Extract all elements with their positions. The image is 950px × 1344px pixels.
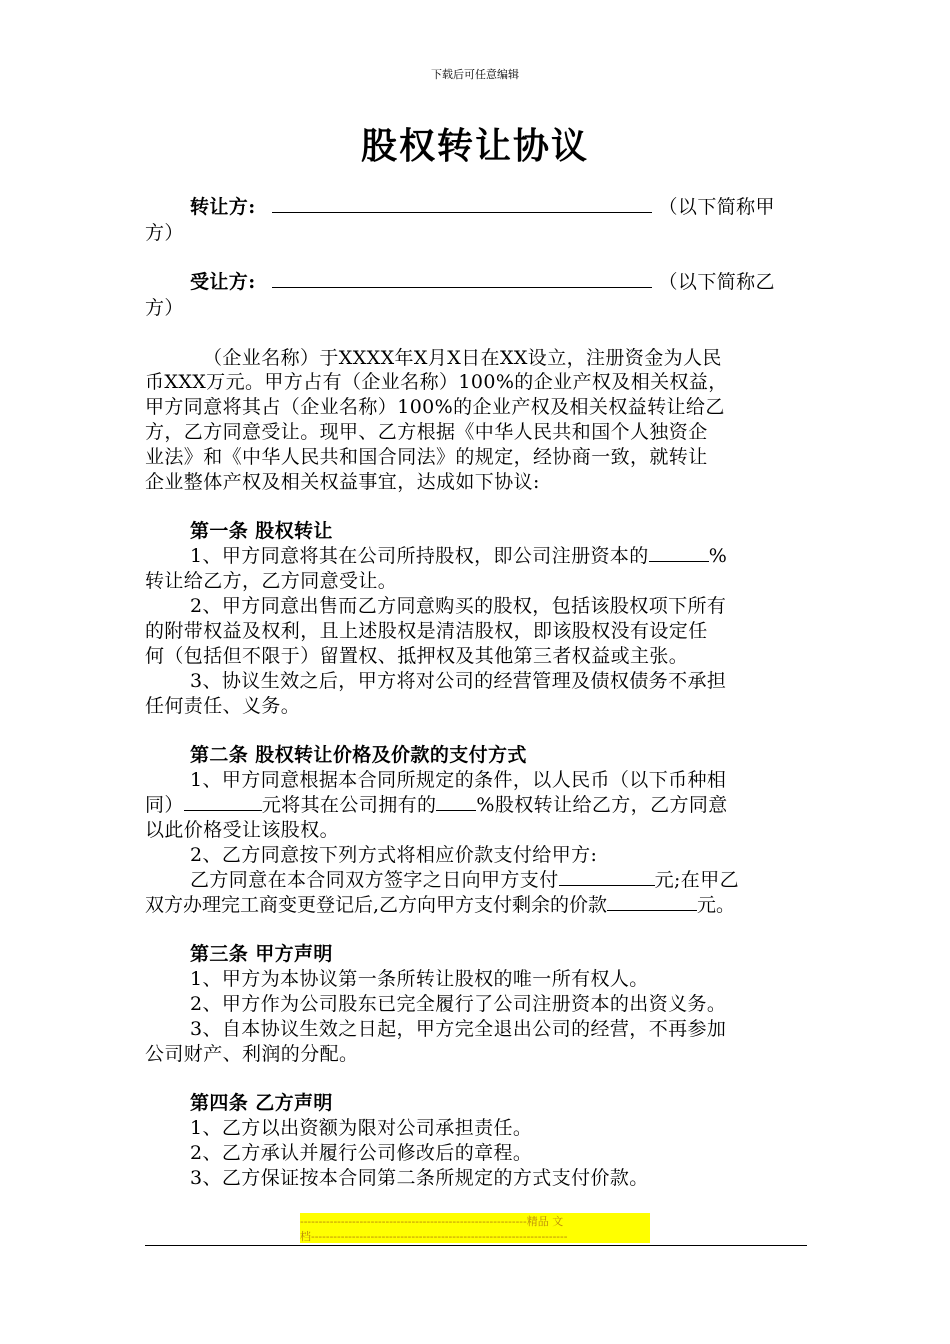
payment-text-b: 元;在甲乙 — [654, 869, 740, 891]
article-4-heading: 第四条 乙方声明 — [190, 1092, 333, 1114]
article-1-clause-1-text: 1、甲方同意将其在公司所持股权，即公司注册资本的 — [190, 545, 649, 567]
payment-text-c: 双方办理完工商变更登记后,乙方向甲方支付剩余的价款 — [145, 894, 608, 916]
intro-line-4: 方，乙方同意受让。现甲、乙方根据《中华人民共和国个人独资企 — [145, 421, 708, 443]
transferor-suffix-cont: 方） — [145, 222, 184, 244]
article-4-clause-3: 3、乙方保证按本合同第二条所规定的方式支付价款。 — [190, 1167, 649, 1189]
percent-blank — [649, 544, 709, 562]
intro-line-1: （企业名称）于XXXX年X月X日在XX设立，注册资金为人民 — [203, 347, 722, 369]
intro-line-6: 企业整体产权及相关权益事宜，达成如下协议: — [145, 471, 540, 493]
article-3-clause-1: 1、甲方为本协议第一条所转让股权的唯一所有权人。 — [190, 968, 649, 990]
article-2-text-b: 元将其在公司拥有的 — [261, 794, 437, 816]
intro-line-2: 币XXX万元。甲方占有（企业名称）100%的企业产权及相关权益， — [145, 371, 728, 393]
transferee-suffix-cont: 方） — [145, 297, 184, 319]
article-3-heading: 第三条 甲方声明 — [190, 943, 333, 965]
article-1-clause-2-line-2: 的附带权益及权利，且上述股权是清洁股权，即该股权没有设定任 — [145, 620, 708, 642]
document-title: 股权转让协议 — [360, 125, 589, 167]
transferor-row — [190, 192, 775, 219]
article-1-clause-3-line-2: 任何责任、义务。 — [145, 695, 301, 717]
article-2-clause-2: 2、乙方同意按下列方式将相应价款支付给甲方: — [190, 844, 598, 866]
article-1-clause-3-line-1: 3、协议生效之后，甲方将对公司的经营管理及债权债务不承担 — [190, 670, 727, 692]
article-2-payment-line-2 — [145, 890, 735, 917]
article-3-clause-2: 2、甲方作为公司股东已完全履行了公司注册资本的出资义务。 — [190, 993, 727, 1015]
intro-line-5: 业法》和《中华人民共和国合同法》的规定，经协商一致，就转让 — [145, 446, 708, 468]
footer-line-1: -------------------------------------------------------------精品 文 — [300, 1215, 564, 1228]
page-header-note: 下载后可任意编辑 — [431, 68, 519, 81]
transferee-row — [190, 267, 775, 294]
transferee-suffix: （以下简称乙 — [658, 271, 775, 293]
transferee-label: 受让方: — [190, 271, 256, 293]
article-2-clause-1-line-3: 以此价格受让该股权。 — [145, 819, 340, 841]
transferor-suffix: （以下简称甲 — [658, 196, 775, 218]
article-1-clause-2-line-3: 何（包括但不限于）留置权、抵押权及其他第三者权益或主张。 — [145, 645, 689, 667]
article-2-clause-1-line-2 — [145, 790, 728, 817]
article-2-payment-line-1 — [190, 865, 739, 892]
article-3-clause-3-line-1: 3、自本协议生效之日起，甲方完全退出公司的经营，不再参加 — [190, 1018, 727, 1040]
article-2-clause-1-line-1: 1、甲方同意根据本合同所规定的条件，以人民币（以下币种相 — [190, 769, 727, 791]
article-1-clause-2-line-1: 2、甲方同意出售而乙方同意购买的股权，包括该股权项下所有 — [190, 595, 727, 617]
intro-line-3: 甲方同意将其占（企业名称）100%的企业产权及相关权益转让给乙 — [145, 396, 725, 418]
price-blank — [184, 793, 262, 811]
article-4-clause-1: 1、乙方以出资额为限对公司承担责任。 — [190, 1117, 533, 1139]
percent-sign: % — [708, 545, 728, 567]
transferor-label: 转让方: — [190, 196, 256, 218]
article-2-text-c: %股权转让给乙方，乙方同意 — [476, 794, 728, 816]
first-payment-blank — [559, 868, 655, 886]
article-3-clause-3-line-2: 公司财产、利润的分配。 — [145, 1043, 359, 1065]
payment-text-d: 元。 — [697, 894, 736, 916]
article-2-heading: 第二条 股权转让价格及价款的支付方式 — [190, 744, 527, 766]
article-1-clause-1 — [190, 541, 727, 568]
transferor-blank — [272, 195, 652, 213]
article-1-clause-1-cont: 转让给乙方，乙方同意受让。 — [145, 570, 398, 592]
share-percent-blank — [436, 793, 476, 811]
footer-line-2: 档--------------------------------------------------------------------- — [300, 1230, 568, 1243]
payment-text-a: 乙方同意在本合同双方签字之日向甲方支付 — [190, 869, 559, 891]
article-4-clause-2: 2、乙方承认并履行公司修改后的章程。 — [190, 1142, 533, 1164]
article-1-heading: 第一条 股权转让 — [190, 520, 333, 542]
transferee-blank — [272, 270, 652, 288]
article-2-text-a: 同） — [145, 794, 184, 816]
remaining-payment-blank — [607, 893, 697, 911]
footer-rule — [145, 1245, 807, 1246]
